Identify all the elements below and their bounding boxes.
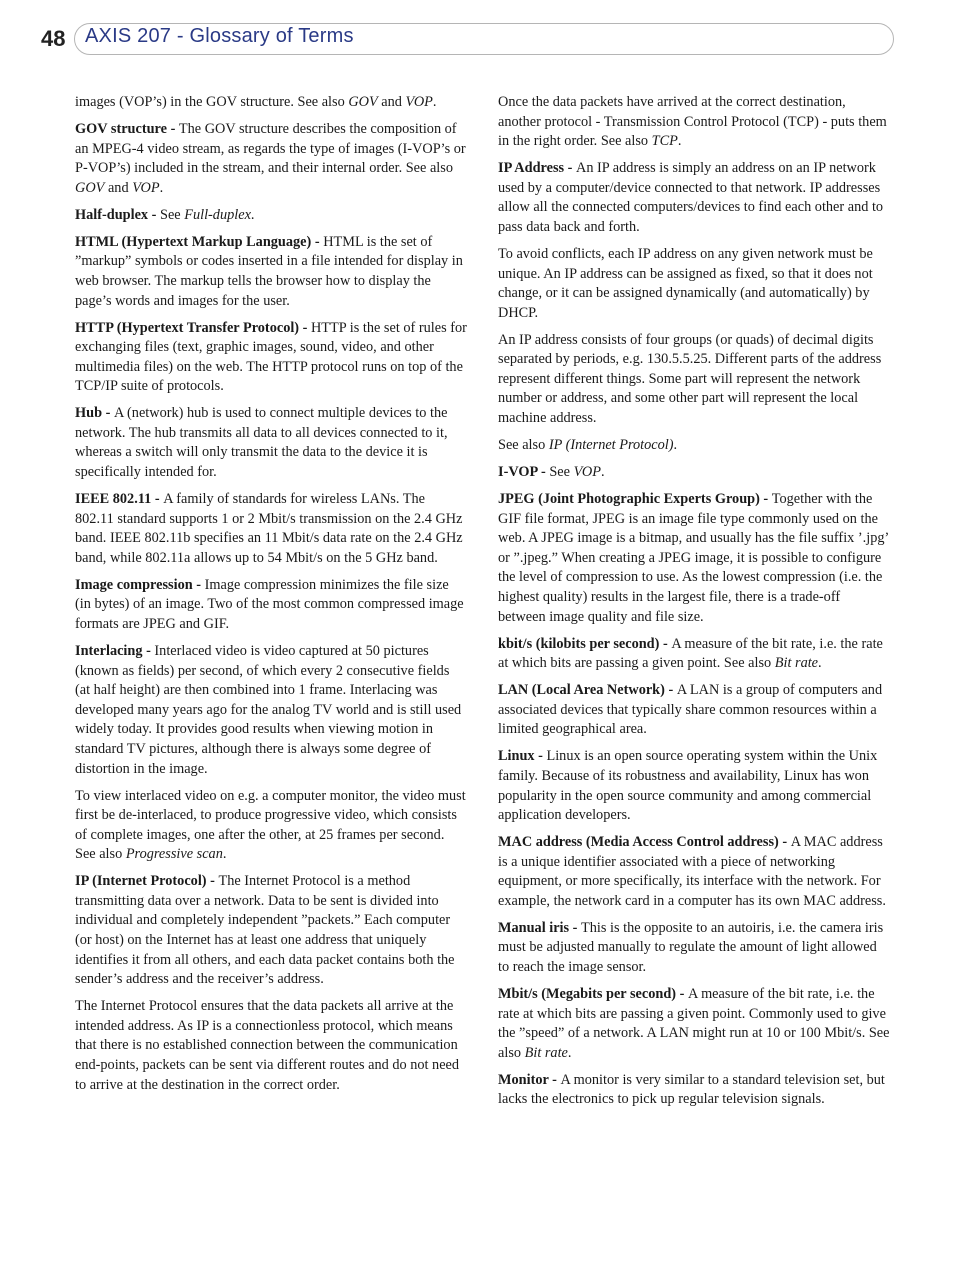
definition-text: . [222, 846, 227, 863]
definition-text: . [818, 655, 822, 672]
glossary-term: MAC address (Media Access Control address) - [498, 834, 791, 851]
glossary-entry [498, 747, 890, 825]
definition-text: . [250, 206, 255, 223]
glossary-term: Hub - [75, 405, 114, 422]
cross-reference: Bit rate [774, 655, 819, 672]
glossary-entry [498, 490, 890, 627]
glossary-term: Half-duplex - [75, 206, 160, 223]
glossary-paragraph [498, 331, 890, 429]
glossary-term: Linux - [498, 748, 547, 765]
glossary-term: GOV structure - [75, 120, 179, 137]
definition-text: An IP address consists of four groups (or quads) of decimal digits separated by periods, e.g. 130.5.5.25. Different parts of the address represent different things. Some part will represent the network number or address, and some other part will represent the local machine address. [498, 331, 882, 427]
definition-text: The Internet Protocol is a method transmitting data over a network. Data to be sent is divided into individual and completely independent ”packets.” Each computer (or host) on the Internet has at least one address that uniquely identifies it from all others, and each data packet contains both the sender’s address and the receiver’s address. [75, 873, 455, 988]
definition-text: A (network) hub is used to connect multiple devices to the network. The hub transmits all data to all devices connected to it, whereas a switch will only transmit the data to the device it is specifically intended for. [75, 405, 448, 481]
definition-text: The Internet Protocol ensures that the data packets all arrive at the intended address. As IP is a connectionless protocol, which means that there is no established connection between the communication end-points, packets can be sent via different routes and do not need to arrive at the destination in the correct order. [75, 998, 460, 1093]
definition-text: A measure of the bit rate, i.e. the rate at which bits are passing a given point. Commonly used to give the ”speed” of a network. A LAN might run at 10 or 100 Mbit/s. See also [498, 986, 890, 1061]
cross-reference: GOV [348, 94, 378, 110]
glossary-entry [498, 833, 890, 911]
glossary-paragraph [498, 436, 890, 456]
definition-text: Interlaced video is video captured at 50 pictures (known as fields) per second, of which every 2 consecutive fields (at half height) are then combined into 1 frame. Interlacing was developed many years ago for the analog TV world and is still used widely today. It provides good results when viewing motion in standard TV pictures, although there is always some degree of distortion in the image. [75, 642, 462, 777]
glossary-term: kbit/s (kilobits per second) - [498, 635, 672, 652]
definition-text: A measure of the bit rate, i.e. the rate at which bits are passing a given point. See also [498, 635, 883, 672]
glossary-term: IP (Internet Protocol) - [75, 873, 219, 890]
definition-text: . [677, 133, 682, 150]
definition-text: A family of standards for wireless LANs. The 802.11 standard supports 1 or 2 Mbit/s transmission on the 2.4 GHz band. IEEE 802.11b specifies an 11 Mbit/s data rate on the 2.4 GHz band, while 802.11a allows up to 54 Mbit/s on the 5 GHz band. [75, 491, 463, 566]
definition-text: . [159, 179, 164, 196]
glossary-entry [498, 635, 890, 674]
definition-text: HTML is the set of ”markup” symbols or codes inserted in a file intended for display in web browser. The markup tells the browser how to display the page’s words and images for the user. [75, 233, 463, 309]
glossary-term: Monitor - [498, 1071, 561, 1088]
definition-text: and [104, 179, 133, 196]
glossary-term: LAN (Local Area Network) - [498, 682, 677, 699]
glossary-term: IEEE 802.11 - [75, 491, 164, 508]
glossary-entry [75, 206, 467, 226]
definition-text: . [600, 464, 605, 481]
definition-text: . [432, 94, 437, 110]
definition-text: HTTP is the set of rules for exchanging files (text, graphic images, sound, video, and other multimedia files) on the web. The HTTP protocol runs on top of the TCP/IP suite of protocols. [75, 319, 467, 395]
glossary-entry [498, 463, 890, 483]
cross-reference: Progressive scan [125, 846, 223, 863]
cross-reference: TCP [651, 133, 678, 150]
cross-reference: VOP [573, 464, 601, 481]
glossary-entry [75, 233, 467, 311]
definition-text: An IP address is simply an address on an IP network used by a computer/device connected to that network. IP addresses allow all the connected computers/devices to find each other and to pass data back and forth. [498, 160, 884, 235]
glossary-term: Interlacing - [75, 642, 155, 659]
glossary-term: I-VOP - [498, 464, 550, 481]
definition-text: Once the data packets have arrived at the correct destination, another protocol - Transmission Control Protocol (TCP) - puts them in the right order. See also [498, 94, 887, 150]
definition-text: Image compression minimizes the file size (in bytes) of an image. Two of the most common compressed image formats are JPEG and GIF. [75, 576, 464, 632]
cross-reference: VOP [405, 94, 433, 110]
glossary-paragraph [498, 93, 890, 152]
glossary-paragraph [75, 93, 467, 113]
definition-text: . [673, 437, 678, 454]
glossary-entry [498, 681, 890, 740]
glossary-term: Mbit/s (Megabits per second) - [498, 986, 688, 1003]
left-column [75, 93, 467, 1103]
definition-text: images (VOP’s) in the GOV structure. See also [75, 94, 349, 110]
glossary-entry [498, 985, 890, 1063]
definition-text: To view interlaced video on e.g. a computer monitor, the video must first be de-interlaced, to produce progressive video, which consists of complete images, one after the other, at 25 frames per second. See also [75, 787, 466, 863]
definition-text: See also [498, 437, 549, 454]
definition-text: Linux is an open source operating system within the Unix family. Because of its robustness and availability, Linux has won popularity in the open source community and among commercial application developers. [498, 748, 878, 824]
definition-text: The GOV structure describes the composition of an MPEG-4 video stream, as regards the type of images (I-VOP’s or P-VOP’s) included in the stream, and their internal order. See also [75, 120, 466, 177]
glossary-entry [75, 872, 467, 990]
glossary-term: HTTP (Hypertext Transfer Protocol) - [75, 319, 311, 336]
right-column [498, 93, 890, 1117]
glossary-entry [75, 120, 467, 198]
glossary-term: Image compression - [75, 576, 205, 593]
glossary-term: JPEG (Joint Photographic Experts Group) - [498, 491, 772, 508]
glossary-paragraph [498, 245, 890, 323]
glossary-entry [75, 642, 467, 779]
cross-reference: VOP [132, 179, 160, 196]
glossary-entry [498, 159, 890, 237]
glossary-term: HTML (Hypertext Markup Language) - [75, 233, 324, 250]
cross-reference: Full-duplex [184, 206, 251, 223]
definition-text: . [567, 1044, 572, 1061]
glossary-entry [75, 490, 467, 568]
glossary-term: Manual iris - [498, 919, 582, 936]
page-number: 48 [41, 26, 66, 51]
definition-text: Together with the GIF file format, JPEG is an image file type commonly used on the web. A JPEG image is a bitmap, and usually has the file suffix ’.jpg’ or ”.jpeg.” When creating a JPEG image, it is possible to configure the level of compression to use. As the lowest compression (i.e. the highest quality) results in the largest file, there is a trade-off between image quality and file size. [498, 491, 889, 625]
glossary-entry [75, 576, 467, 635]
definition-text: See [160, 206, 185, 223]
cross-reference: Bit rate [524, 1044, 568, 1061]
definition-text: See [549, 464, 574, 481]
definition-text: To avoid conflicts, each IP address on any given network must be unique. An IP address can be assigned as fixed, so that it does not change, or it can be assigned dynamically (and automatically) by DHCP. [498, 245, 873, 321]
cross-reference: IP (Internet Protocol) [548, 437, 674, 454]
definition-text: A MAC address is a unique identifier associated with a piece of networking equipment, or more specifically, its interface with the network. For example, the network card in a computer has its own MAC address. [498, 834, 886, 909]
glossary-entry [75, 404, 467, 482]
page-title: AXIS 207 - Glossary of Terms [85, 25, 354, 47]
glossary-term: IP Address - [498, 160, 576, 177]
glossary-paragraph [75, 997, 467, 1095]
glossary-entry [498, 1071, 890, 1110]
glossary-paragraph [75, 787, 467, 865]
glossary-entry [75, 319, 467, 397]
definition-text: A monitor is very similar to a standard television set, but lacks the electronics to pick up regular television signals. [498, 1071, 885, 1108]
definition-text: and [377, 94, 406, 110]
glossary-entry [498, 919, 890, 978]
definition-text: This is the opposite to an autoiris, i.e. the camera iris must be adjusted manually to regulate the amount of light allowed to reach the image sensor. [498, 919, 884, 976]
definition-text: A LAN is a group of computers and associated devices that typically share common resources within a limited geographical area. [498, 682, 883, 738]
cross-reference: GOV [75, 179, 105, 196]
